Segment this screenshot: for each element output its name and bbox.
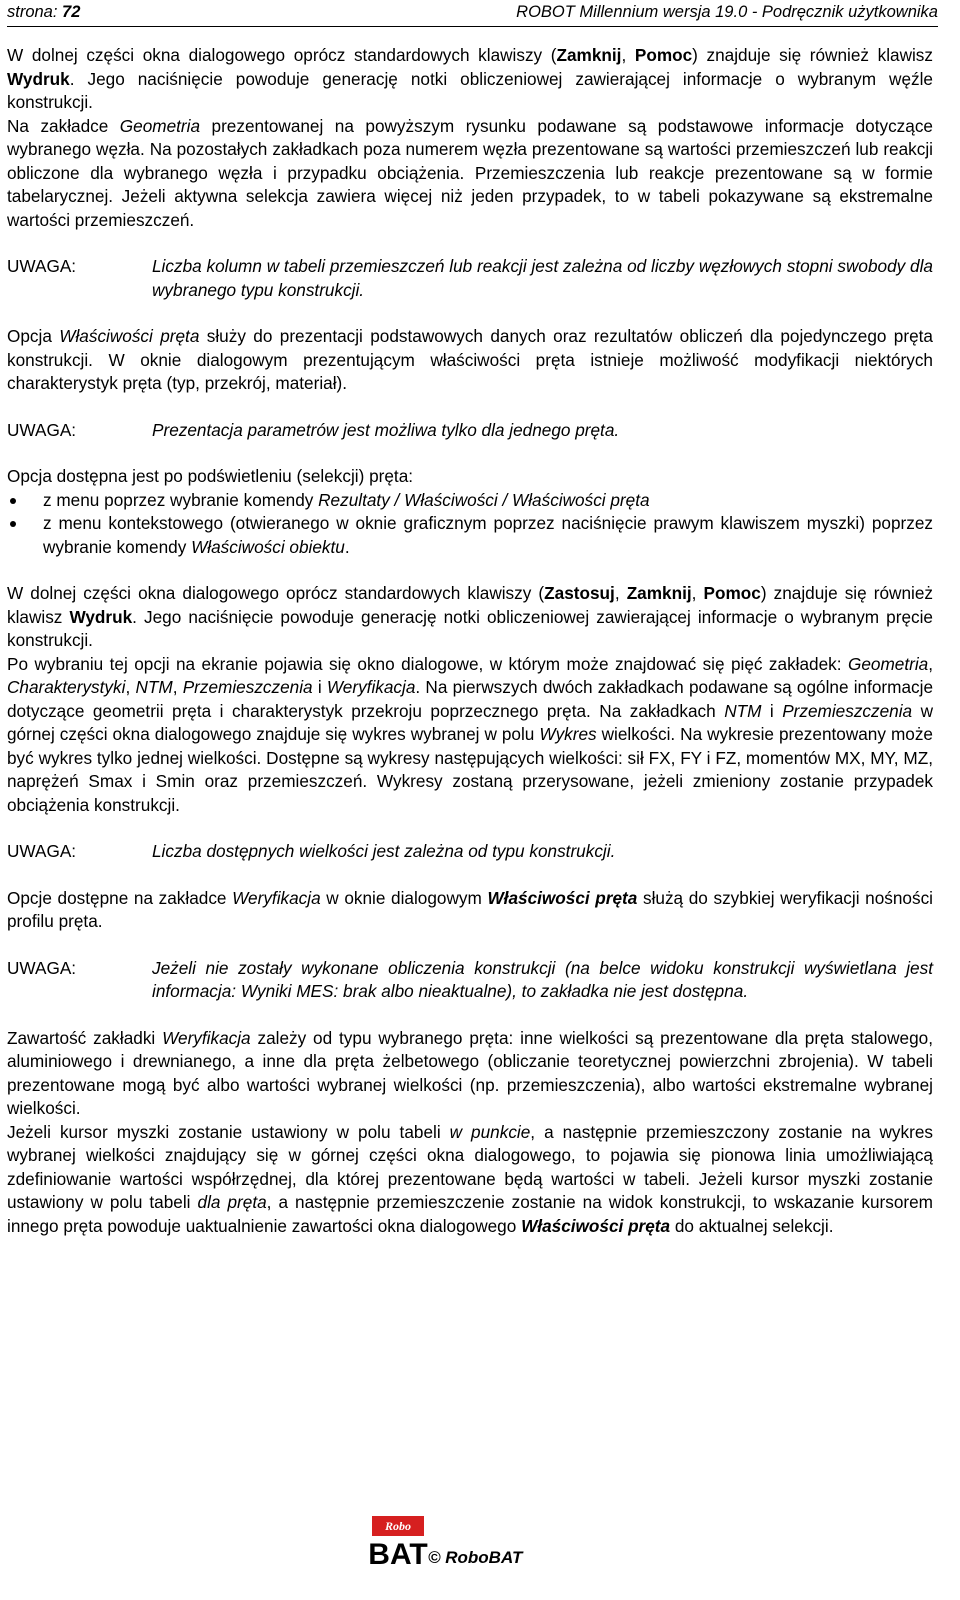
paragraph-node-dialog-buttons: W dolnej części okna dialogowego oprócz standardowych klawiszy (Zamknij, Pomoc) znajduje się również klawisz Wydruk. Jego naciśnięcie powoduje generację notki obliczeniowej zawierającej informacje o wybranym węźle konstrukcji. <box>7 45 933 112</box>
paragraph-verification-tab: Opcje dostępne na zakładce Weryfikacja w oknie dialogowym Właściwości pręta służą do szybkiej weryfikacji nośności profilu pręta. <box>7 887 934 931</box>
note-label: UWAGA: <box>7 841 77 861</box>
note-text: Liczba dostępnych wielkości jest zależna od typu konstrukcji. <box>152 841 616 861</box>
bullet-icon <box>7 512 43 559</box>
note-calculations <box>7 957 933 1004</box>
bullet-icon <box>7 489 43 513</box>
document-title: ROBOT Millennium wersja 19.0 - Podręcznik użytkownika <box>516 3 938 21</box>
paragraph-option-available: Opcja dostępna jest po podświetleniu (selekcji) pręta: <box>7 466 414 486</box>
page-footer <box>368 1516 572 1576</box>
svg-text:Robo: Robo <box>384 1519 412 1533</box>
page-number: 72 <box>62 3 81 21</box>
page-body <box>7 44 933 1238</box>
note-label: UWAGA: <box>7 256 77 276</box>
svg-text:BAT: BAT <box>368 1538 428 1571</box>
note-text: Prezentacja parametrów jest możliwa tylko dla jednego pręta. <box>152 419 620 440</box>
note-single-bar <box>7 419 933 443</box>
list-item: z menu kontekstowego (otwieranego w oknie graficznym poprzez naciśnięcie prawym klawiszem myszki) poprzez wybranie komendy Właściwości obiektu. <box>7 512 933 559</box>
paragraph-bar-dialog-buttons: W dolnej części okna dialogowego oprócz standardowych klawiszy (Zastosuj, Zamknij, Pomoc) znajduje się również klawisz Wydruk. Jego naciśnięcie powoduje generację notki obliczeniowej zawierającej informacje o wybranym pręcie konstrukcji. <box>7 583 933 650</box>
note-label: UWAGA: <box>7 957 77 978</box>
page-header <box>7 0 938 26</box>
robobat-logo <box>368 1516 428 1571</box>
paragraph-bar-properties: Opcja Właściwości pręta służy do prezentacji podstawowych danych oraz rezultatów obliczeń dla pojedynczego pręta konstrukcji. W oknie dialogowym prezentującym właściwości pręta istnieje możliwość modyfikacji niektórych charakterystyk pręta (typ, przekrój, materiał). <box>7 326 933 393</box>
note-label: UWAGA: <box>7 419 77 440</box>
note-available-quantities <box>7 840 933 864</box>
note-text: Liczba kolumn w tabeli przemieszczeń lub reakcji jest zależna od liczby węzłowych stopni swobody dla wybranego typu konstrukcji. <box>152 256 933 300</box>
paragraph-verification-content: Zawartość zakładki Weryfikacja zależy od typu wybranego pręta: inne wielkości są prezentowane dla pręta stalowego, aluminiowego i drewnianego, a inne dla pręta żelbetowego (obliczanie teoretycznej powierzchni zbrojenia). W tabeli prezentowane mogą być albo wartości wybranej wielkości (np. przemieszczenia), albo wartości ekstremalne wybranej wielkości. <box>7 1027 933 1118</box>
paragraph-bar-tabs: Po wybraniu tej opcji na ekranie pojawia się okno dialogowe, w którym może znajdować się pięć zakładek: Geometria, Charakterystyki, NTM, Przemieszczenia i Weryfikacja. Na pierwszych dwóch zakładkach podawane są ogólne informacje dotyczące geometrii pręta i charakterystyk przekroju poprzecznego pręta. Na zakładkach NTM i Przemieszczenia w górnej części okna dialogowego znajduje się wykres wybranej w polu Wykres wielkości. Na wykresie prezentowany może być wykres tylko jednej wielkości. Dostępne są wykresy następujących wielkości: sił FX, FY i FZ, momentów MX, MY, MZ, naprężeń Smax i Smin oraz przemieszczeń. Wykresy zostaną przerysowane, jeżeli zmieniony zostanie przypadek obciążenia konstrukcji. <box>7 653 934 815</box>
page-number-label: strona: 72 <box>7 3 81 21</box>
copyright-text: © RoboBAT <box>428 1548 523 1567</box>
note-text: Jeżeli nie zostały wykonane obliczenia konstrukcji (na belce widoku konstrukcji wyświetlana jest informacja: Wyniki MES: brak albo nieaktualne), to zakładka nie jest dostępna. <box>152 957 933 1001</box>
paragraph-geometry-tab: Na zakładce Geometria prezentowanej na powyższym rysunku podawane są podstawowe informacje dotyczące wybranego węzła. Na pozostałych zakładkach poza numerem węzła prezentowane są wartości przemieszczeń lub reakcji obliczone dla wybranego węzła i przypadku obciążenia. Przemieszczenia lub reakcje prezentowane są w formie tabelarycznej. Jeżeli aktywna selekcja zawiera więcej niż jeden przypadek, to w tabeli pokazywane są ekstremalne wartości przemieszczeń. <box>7 115 933 230</box>
note-columns <box>7 255 933 302</box>
header-rule <box>7 26 938 27</box>
paragraph-cursor-behaviour: Jeżeli kursor myszki zostanie ustawiony w polu tabeli w punkcie, a następnie przemieszczony zostanie na wykres wybranej wielkości znajdujący się w górnej części okna dialogowego, to pojawia się pionowa linia umożliwiającą zdefiniowanie wartości współrzędnej, dla której prezentowane będą wartości w tabeli. Jeżeli kursor myszki zostanie ustawiony w polu tabeli dla pręta, a następnie przemieszczenie zostanie na widok konstrukcji, to wskazanie kursorem innego pręta powoduje uaktualnienie zawartości okna dialogowego Właściwości pręta do aktualnej selekcji. <box>7 1121 933 1236</box>
list-item: z menu poprzez wybranie komendy Rezultaty / Właściwości / Właściwości pręta <box>7 489 933 513</box>
